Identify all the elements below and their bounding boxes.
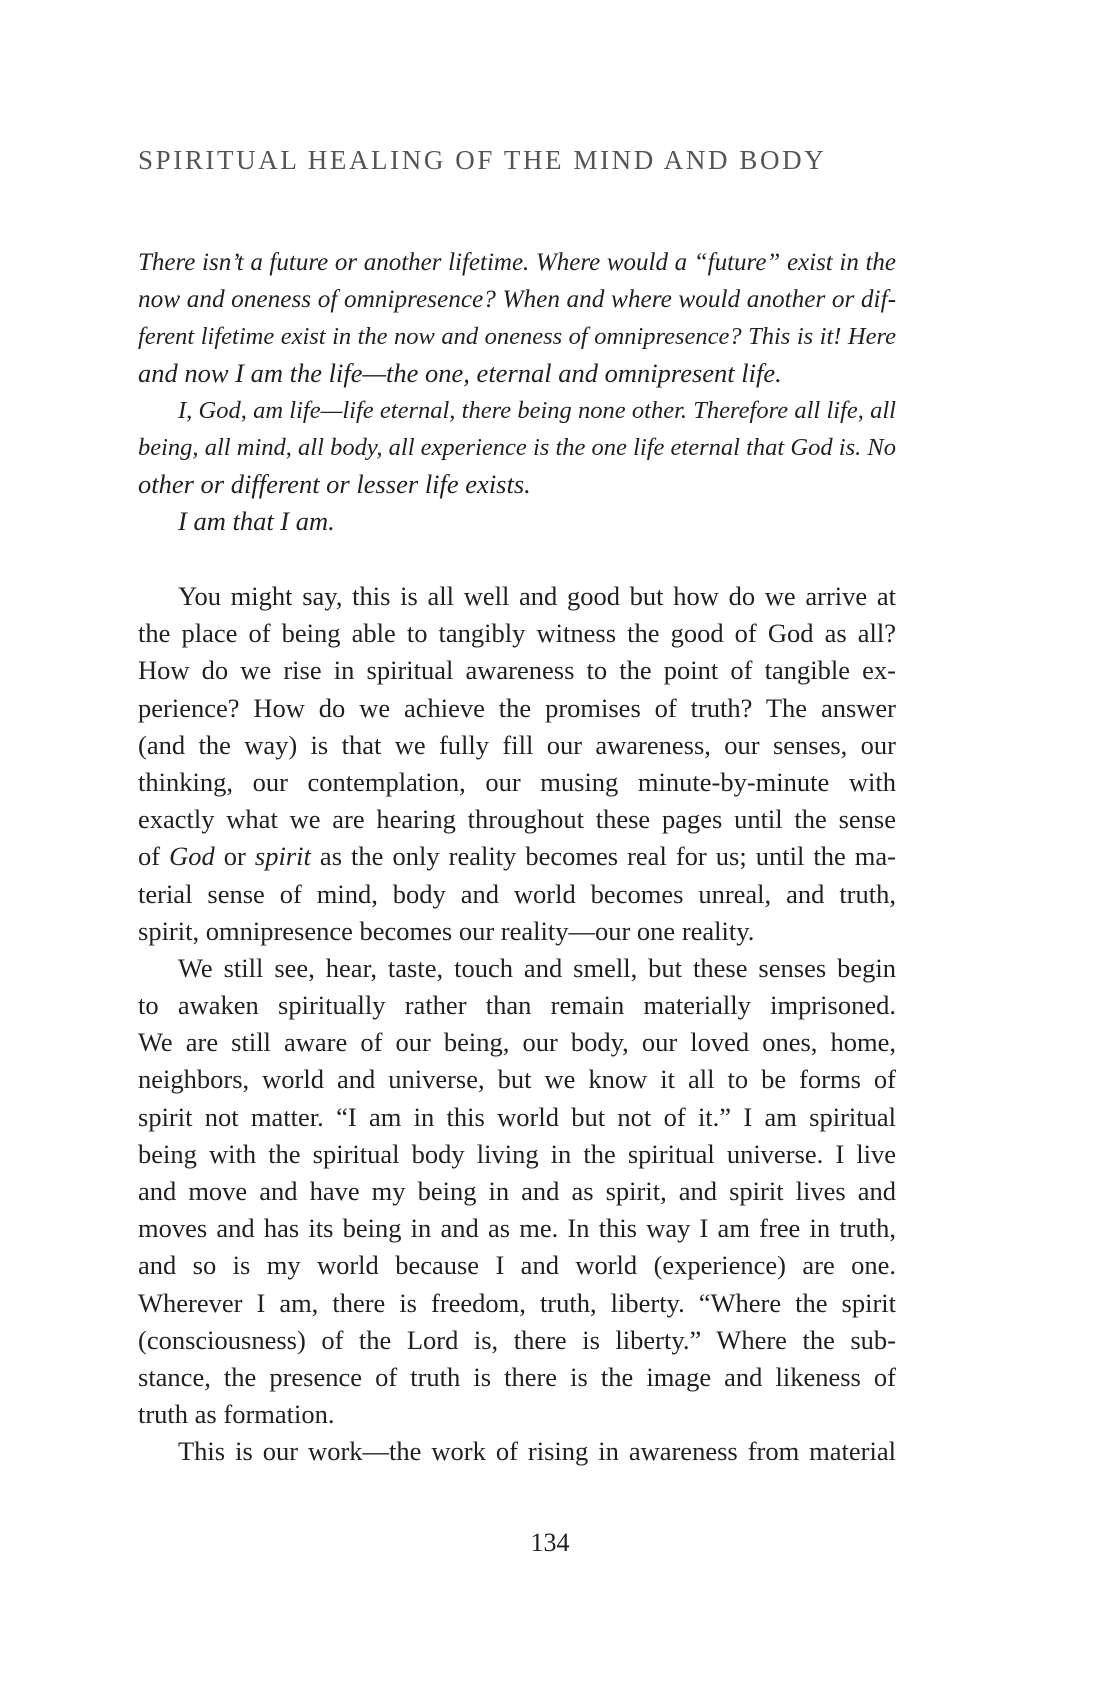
body-text [138,578,896,1471]
text-line: other or different or lesser life exists. [138,469,531,499]
text-line: I am that I am. [178,506,335,536]
text-line: Wherever I am, there is freedom, truth, liberty. “Where the spirit [138,1287,896,1318]
text-line: spirit, omnipresence becomes our reality—our one reality. [138,915,755,946]
text-line: neighbors, world and universe, but we know it all to be forms of [138,1064,896,1095]
text-line: exactly what we are hearing throughout these pages until the sense [138,804,896,835]
text-line: You might say, this is all well and good but how do we arrive at [178,581,896,611]
text-line: This is our work—the work of rising in awareness from material [178,1436,896,1467]
emphasis-spirit: spirit [254,841,311,872]
running-head: SPIRITUAL HEALING OF THE MIND AND BODY [138,145,827,175]
text-line: and so is my world because I and world (experience) are one. [138,1250,896,1281]
text-run: or [214,841,255,872]
text-line: We still see, hear, taste, touch and smell, but these senses begin [178,952,896,983]
text-line: (consciousness) of the Lord is, there is liberty.” Where the sub- [138,1324,896,1355]
text-line: and now I am the life—the one, eternal and omnipresent life. [138,358,782,388]
italic-passage [138,244,896,540]
text-run: as the only reality becomes real for us; until the ma- [310,841,896,872]
text-line: spirit not matter. “I am in this world but not of it.” I am spiritual [138,1101,896,1132]
text-line: now and oneness of omnipresence? When and where would another or dif- [138,285,896,313]
text-line: the place of being able to tangibly witness the good of God as all? [138,618,896,649]
text-line: (and the way) is that we fully fill our awareness, our senses, our [138,729,896,760]
text-line: truth as formation. [138,1399,335,1430]
text-line: to awaken spiritually rather than remain materially imprisoned. [138,990,896,1021]
text-run: of [138,841,170,872]
text-line: How do we rise in spiritual awareness to the point of tangible ex- [138,655,896,686]
page-number: 134 [530,1528,570,1557]
text-line: There isn’t a future or another lifetime. Where would a “future” exist in the [138,249,896,276]
text-line: ferent lifetime exist in the now and oneness of omnipresence? This is it! Here [138,323,896,350]
text-line: moves and has its being in and as me. In this way I am free in truth, [138,1213,896,1244]
text-line: We are still aware of our being, our body, our loved ones, home, [138,1027,896,1058]
emphasis-god: God [169,841,215,872]
text-line: terial sense of mind, body and world becomes unreal, and truth, [138,878,896,909]
text-line: being, all mind, all body, all experience is the one life eternal that God is. No [138,434,896,461]
text-line [138,838,896,875]
text-line: being with the spiritual body living in the spiritual universe. I live [138,1138,896,1169]
text-line: stance, the presence of truth is there is the image and likeness of [138,1361,896,1392]
text-line: perience? How do we achieve the promises of truth? The answer [138,692,896,723]
text-line: thinking, our contemplation, our musing minute-by-minute with [138,766,896,797]
text-line: I, God, am life—life eternal, there being none other. Therefore all life, all [178,397,896,424]
text-line: and move and have my being in and as spirit, and spirit lives and [138,1176,896,1206]
